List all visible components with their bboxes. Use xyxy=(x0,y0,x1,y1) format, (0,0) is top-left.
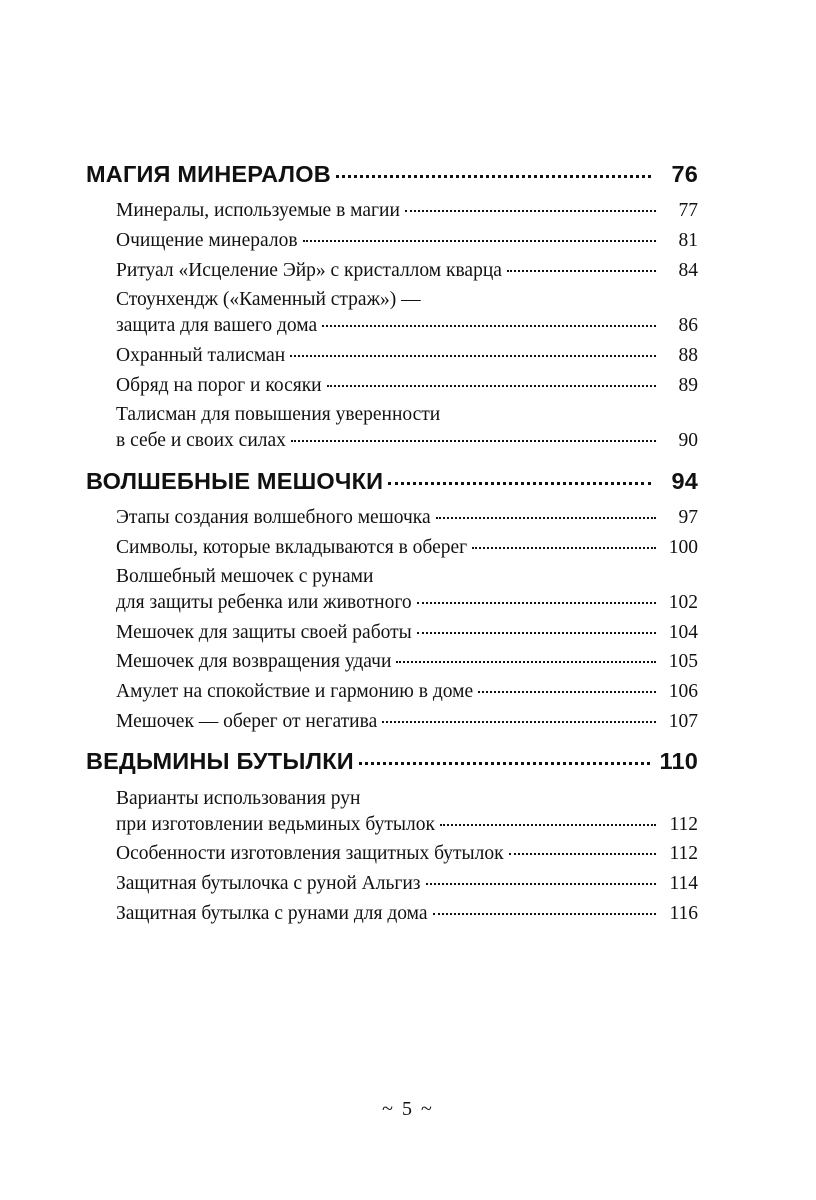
toc-entry-title: Мешочек для возвращения удачи xyxy=(116,651,392,673)
toc-entry-page: 88 xyxy=(678,344,698,366)
dot-leader xyxy=(440,824,656,826)
toc-entry[interactable] xyxy=(116,504,698,532)
dot-leader xyxy=(359,762,651,765)
toc-entry-page: 81 xyxy=(678,230,698,252)
page-folio: ~ 5 ~ xyxy=(382,1098,434,1120)
dot-leader xyxy=(426,883,657,885)
toc-entry[interactable] xyxy=(116,648,698,676)
toc-entry-title: Очищение минералов xyxy=(116,230,298,252)
toc-entry-title-line1: Варианты использования рун xyxy=(116,787,361,809)
toc-entry-title: Амулет на спокойствие и гармонию в доме xyxy=(116,681,474,703)
toc-entry-page: 105 xyxy=(668,651,698,673)
toc-entry-title: Минералы, используемые в магии xyxy=(116,200,400,222)
toc-entry-page: 84 xyxy=(678,259,698,281)
toc-entry-title-line2: в себе и своих силах xyxy=(116,429,286,451)
toc-entry-title: Этапы создания волшебного мешочка xyxy=(116,506,431,528)
toc-entry-page: 97 xyxy=(678,506,698,528)
toc-entry[interactable] xyxy=(116,785,698,838)
toc-entry[interactable] xyxy=(116,227,698,255)
table-of-contents xyxy=(86,162,698,929)
toc-entry[interactable] xyxy=(116,197,698,225)
dot-leader xyxy=(291,440,656,442)
toc-entry[interactable] xyxy=(116,708,698,736)
toc-section-page: 76 xyxy=(671,161,698,187)
toc-entry-page: 86 xyxy=(678,315,698,337)
dot-leader xyxy=(336,175,651,178)
dot-leader xyxy=(509,853,656,855)
toc-entry[interactable] xyxy=(116,534,698,562)
toc-entry[interactable] xyxy=(116,563,698,616)
dot-leader xyxy=(417,632,656,634)
toc-entry[interactable] xyxy=(116,840,698,868)
dot-leader xyxy=(327,385,656,387)
toc-section-heading[interactable] xyxy=(86,162,698,187)
toc-section-heading[interactable] xyxy=(86,749,698,774)
toc-entry[interactable] xyxy=(116,257,698,285)
toc-entry-page: 100 xyxy=(668,536,698,558)
toc-entry-title-line2: для защиты ребенка или животного xyxy=(116,592,412,613)
toc-entry-title: Защитная бутылка с рунами для дома xyxy=(116,902,428,924)
toc-entry-title: Охранный талисман xyxy=(116,344,286,366)
dot-leader xyxy=(382,721,656,723)
toc-entry-title: Символы, которые вкладываются в оберег xyxy=(116,536,468,558)
toc-entry[interactable] xyxy=(116,678,698,706)
toc-entry-page: 102 xyxy=(668,592,698,613)
toc-entry-page: 89 xyxy=(678,374,698,396)
dot-leader xyxy=(472,547,656,549)
dot-leader xyxy=(478,691,656,693)
toc-section-title: ВОЛШЕБНЫЕ МЕШОЧКИ xyxy=(86,467,384,494)
toc-section-page: 110 xyxy=(659,748,698,775)
toc-entry[interactable] xyxy=(116,286,698,339)
toc-entry[interactable] xyxy=(116,342,698,370)
toc-section-page: 94 xyxy=(671,467,698,494)
toc-entry-title-line1: Талисман для повышения уверенности xyxy=(116,404,441,426)
toc-entry-title: Мешочек — оберег от негатива xyxy=(116,710,378,732)
toc-entry[interactable] xyxy=(116,870,698,898)
dot-leader xyxy=(303,240,656,242)
toc-entry[interactable] xyxy=(116,401,698,454)
toc-entry[interactable] xyxy=(116,619,698,647)
toc-entry-page: 114 xyxy=(669,872,698,894)
dot-leader xyxy=(417,602,656,604)
dot-leader xyxy=(433,913,657,915)
toc-entry-title-line2: при изготовлении ведьминых бутылок xyxy=(116,813,435,835)
toc-entry-page: 77 xyxy=(678,200,698,222)
dot-leader xyxy=(290,355,656,357)
toc-entry[interactable] xyxy=(116,900,698,928)
toc-entry-title: Защитная бутылочка с руной Альгиз xyxy=(116,872,421,894)
toc-entry-title: Особенности изготовления защитных бутылок xyxy=(116,843,504,865)
dot-leader xyxy=(388,482,651,485)
toc-entry-title-line2: защита для вашего дома xyxy=(116,315,318,337)
toc-entry-page: 112 xyxy=(669,813,698,835)
toc-entry-page: 112 xyxy=(669,843,698,865)
toc-entry-title-line1: Стоунхендж («Каменный страж») — xyxy=(116,289,421,311)
toc-section-title: ВЕДЬМИНЫ БУТЫЛКИ xyxy=(86,748,354,775)
toc-entry-title: Ритуал «Исцеление Эйр» с кристаллом кварца xyxy=(116,259,502,281)
dot-leader xyxy=(436,517,656,519)
toc-entry-page: 107 xyxy=(668,710,698,732)
toc-section-heading[interactable] xyxy=(86,469,698,494)
toc-entry-page: 104 xyxy=(668,621,698,643)
toc-entry-title: Мешочек для защиты своей работы xyxy=(116,621,412,643)
spacer xyxy=(86,457,698,469)
toc-entry[interactable] xyxy=(116,372,698,400)
toc-entry-page: 90 xyxy=(678,429,698,451)
dot-leader xyxy=(405,210,656,212)
toc-entry-title-line1: Волшебный мешочек с рунами xyxy=(116,566,374,588)
toc-section-title: МАГИЯ МИНЕРАЛОВ xyxy=(86,161,331,187)
dot-leader xyxy=(396,661,656,663)
toc-entry-title: Обряд на порог и косяки xyxy=(116,374,322,396)
dot-leader xyxy=(322,325,656,327)
toc-entry-page: 116 xyxy=(669,902,698,924)
toc-entry-page: 106 xyxy=(668,681,698,703)
dot-leader xyxy=(507,270,656,272)
